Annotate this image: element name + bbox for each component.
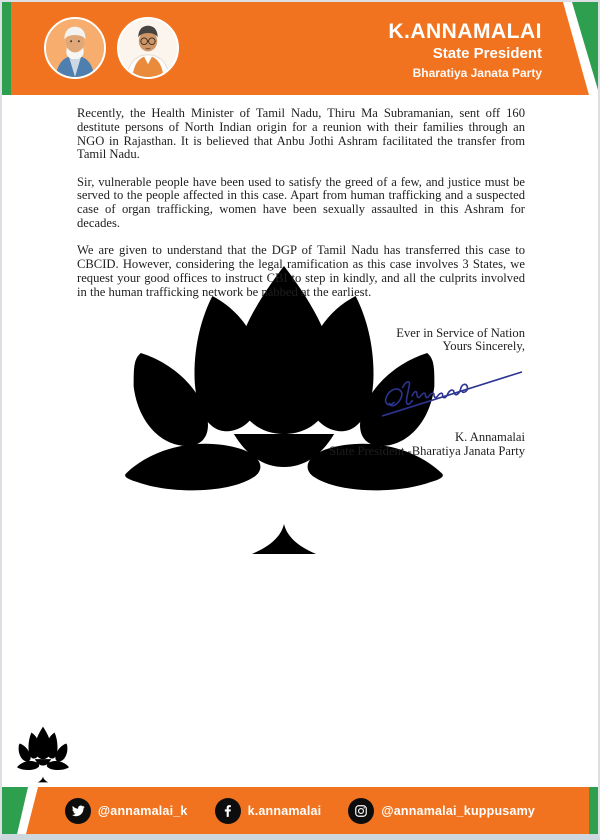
signature [77,361,529,429]
instagram-handle: @annamalai_kuppusamy [381,803,536,818]
footer-bar [2,787,598,834]
bjp-lotus-logo [14,723,72,786]
facebook-handle: k.annamalai [247,803,322,818]
signatory-title: State President -Bharatiya Janata Party [329,443,525,458]
facebook-handle-link[interactable] [215,798,322,824]
president-name: K.ANNAMALAI [388,20,542,43]
twitter-icon [65,798,91,824]
instagram-icon [348,798,374,824]
nadda-portrait [117,17,179,79]
paragraph-1: Recently, the Health Minister of Tamil Nadu, Thiru Ma Subramanian, sent off 160 destitute persons of North Indian origin for a reunion with their families through an NGO in Rajasthan. It is believed that Anbu Jothi Ashram facilitated the transfer from Tamil Nadu. [77,106,525,162]
signatory-block [77,431,525,459]
letterhead-header [2,2,598,95]
twitter-handle-link[interactable] [65,798,188,824]
green-stripe-left [2,2,11,95]
letter-body [77,107,525,459]
signatory-name: K. Annamalai [455,429,525,444]
paragraph-3: We are given to understand that the DGP of Tamil Nadu has transferred this case to CBCID. However, considering the legal ramification as this case involves 3 States, we request your good offices to instruct CBI to step in kindly, and all the culprits involved in the human trafficking network be nabbed at the earliest. [77,243,525,299]
instagram-handle-link[interactable] [348,798,535,824]
modi-portrait [44,17,106,79]
social-row [2,787,598,834]
valediction-line-2: Yours Sincerely, [442,339,525,354]
valediction-line-1: Ever in Service of Nation [396,325,525,340]
paragraph-2: Sir, vulnerable people have been used to satisfy the greed of a few, and justice must be served to the people affected in this case. Apart from human trafficking and a suspected case of organ trafficking, women have been sexually assaulted in this Ashram for decades. [77,174,525,231]
president-role: State President [432,45,542,63]
valediction [77,327,525,355]
header-identity-block [388,20,542,80]
signature-ink [377,361,529,425]
twitter-handle: @annamalai_k [97,803,188,818]
facebook-icon [215,798,241,824]
party-name: Bharatiya Janata Party [412,65,542,80]
